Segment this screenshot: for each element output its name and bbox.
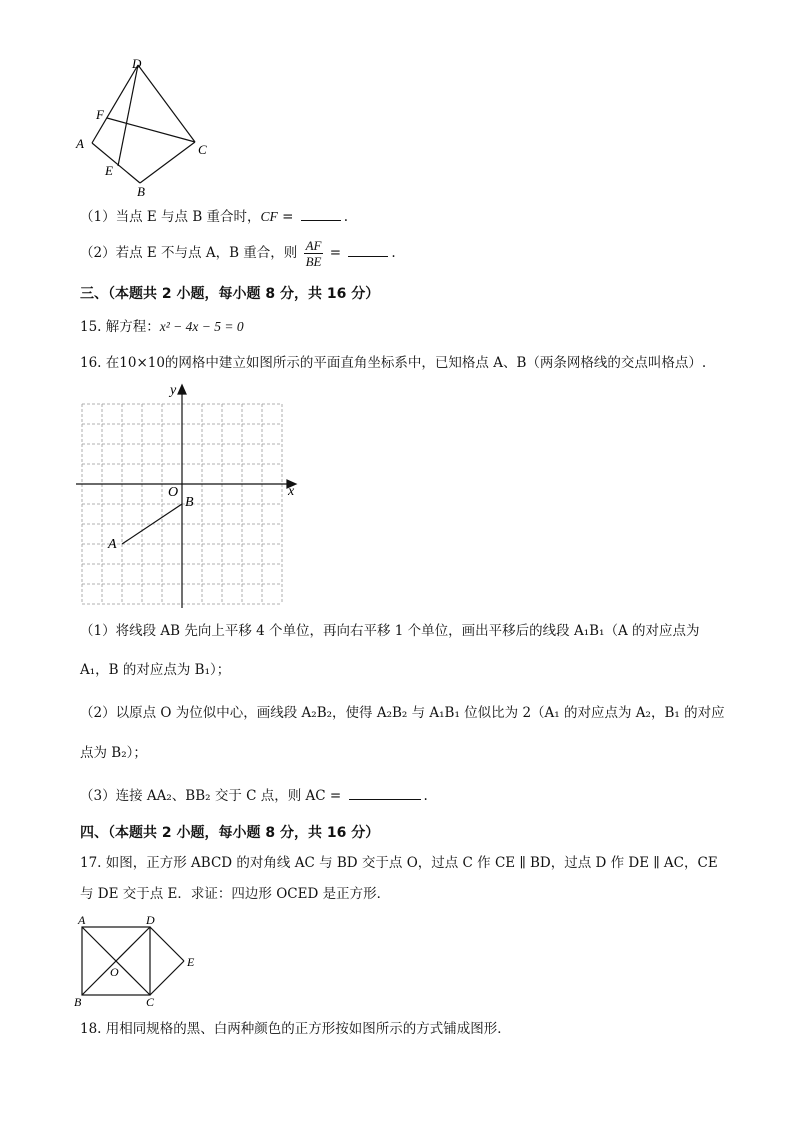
edge-bc bbox=[140, 142, 195, 183]
origin-label: O bbox=[168, 485, 179, 500]
y-axis-arrow bbox=[178, 385, 186, 394]
q14-p1-eq: = bbox=[277, 209, 298, 225]
figure-quadrilateral bbox=[70, 55, 220, 200]
q14-p1-end: . bbox=[343, 209, 348, 225]
label-a: A bbox=[76, 136, 84, 151]
fraction-den: BE bbox=[305, 254, 322, 269]
q14-part1 bbox=[80, 207, 348, 227]
q17-line1: 17. 如图，正方形 ABCD 的对角线 AC 与 BD 交于点 O，过点 C 作 CE ∥ BD，过点 D 作 DE ∥ AC，CE bbox=[80, 855, 718, 871]
segment-fc bbox=[107, 118, 195, 142]
label-b: B bbox=[137, 184, 145, 199]
coordinate-grid bbox=[74, 380, 304, 610]
label-a: A bbox=[78, 913, 86, 927]
point-b-label: B bbox=[185, 495, 194, 510]
answer-blank[interactable] bbox=[301, 207, 341, 221]
q14-p1-expr: CF bbox=[260, 209, 278, 224]
label-b: B bbox=[74, 995, 82, 1009]
answer-blank[interactable] bbox=[348, 243, 388, 257]
q14-p2-eq: = bbox=[325, 245, 346, 261]
q18: 18. 用相同规格的黑、白两种颜色的正方形按如图所示的方式铺成图形． bbox=[80, 1021, 511, 1037]
segment-de bbox=[118, 65, 138, 166]
section-4-heading: 四、（本题共 2 小题，每小题 8 分，共 16 分） bbox=[80, 825, 380, 841]
label-c: C bbox=[146, 995, 155, 1009]
label-e: E bbox=[105, 163, 113, 178]
label-d: D bbox=[146, 913, 155, 927]
edge-da bbox=[92, 65, 138, 143]
q14-p2-text: （2）若点 E 不与点 A，B 重合，则 bbox=[80, 245, 302, 261]
answer-blank[interactable] bbox=[349, 786, 421, 800]
q14-p1-text: （1）当点 E 与点 B 重合时， bbox=[80, 209, 261, 225]
q16-part1-line1: （1）将线段 AB 先向上平移 4 个单位，再向右平移 1 个单位，画出平移后的线段 A₁B₁（A 的对应点为 bbox=[80, 623, 700, 639]
q14-p2-end: . bbox=[391, 245, 396, 261]
edge-cd bbox=[138, 65, 195, 142]
figure-square-ocde bbox=[70, 910, 210, 1010]
section-3-heading: 三、（本题共 2 小题，每小题 8 分，共 16 分） bbox=[80, 286, 380, 302]
q14-part2 bbox=[80, 236, 396, 270]
q16-part3 bbox=[80, 786, 428, 806]
q15-equation: x² − 4x − 5 = 0 bbox=[159, 319, 244, 334]
point-a-label: A bbox=[108, 537, 117, 552]
fraction-af-be bbox=[304, 238, 324, 269]
q15-text: 15. 解方程： bbox=[80, 319, 160, 335]
q16-p3-end: . bbox=[423, 788, 428, 804]
q17-line2: 与 DE 交于点 E．求证：四边形 OCED 是正方形． bbox=[80, 886, 391, 902]
label-f: F bbox=[96, 107, 104, 122]
label-c: C bbox=[198, 142, 207, 157]
q15 bbox=[80, 317, 244, 337]
q16-part2-line1: （2）以原点 O 为位似中心，画线段 A₂B₂，使得 A₂B₂ 与 A₁B₁ 位似比为 2（A₁ 的对应点为 A₂，B₁ 的对应 bbox=[80, 705, 725, 721]
q16-part2-line2: 点为 B₂）； bbox=[80, 745, 147, 761]
q16-part1-line2: A₁，B 的对应点为 B₁）； bbox=[80, 662, 231, 678]
segment-de bbox=[150, 927, 184, 961]
label-e: E bbox=[187, 955, 195, 969]
edge-ab bbox=[92, 143, 140, 183]
fraction-num: AF bbox=[305, 238, 322, 253]
q16-intro: 16. 在10×10的网格中建立如图所示的平面直角坐标系中，已知格点 A、B（两条网格线的交点叫格点）. bbox=[80, 355, 707, 371]
label-d: D bbox=[132, 56, 142, 71]
x-axis-label: x bbox=[288, 484, 295, 499]
y-axis-label: y bbox=[170, 383, 177, 398]
segment-ce bbox=[150, 961, 184, 995]
label-o: O bbox=[110, 965, 119, 979]
q16-p3-text: （3）连接 AA₂、BB₂ 交于 C 点，则 AC = bbox=[80, 788, 346, 804]
